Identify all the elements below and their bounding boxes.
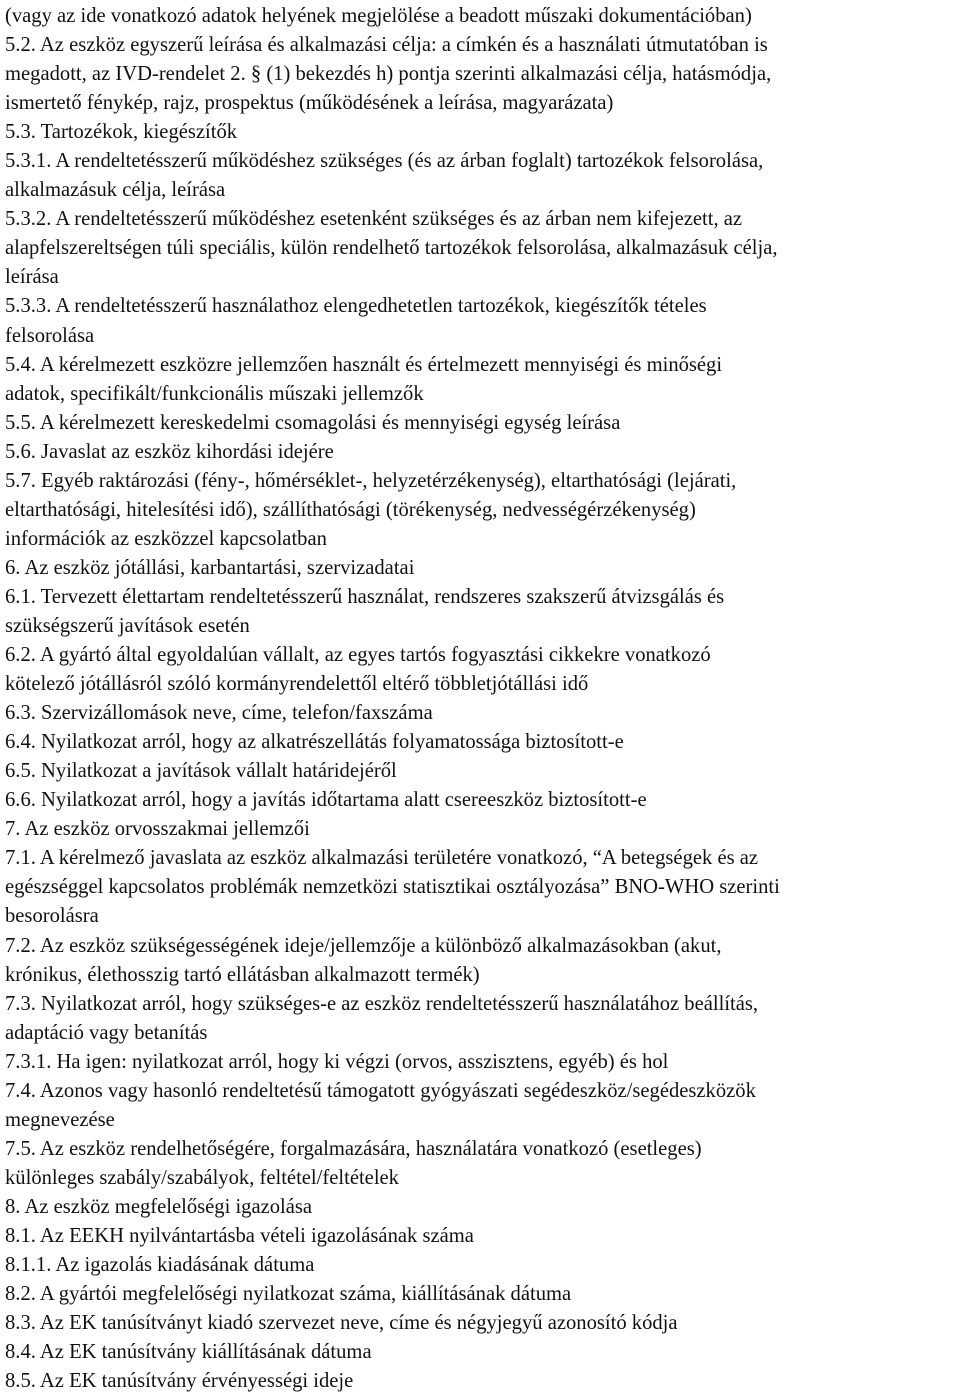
text-line: krónikus, élethosszig tartó ellátásban alkalmazott termék) [5,963,480,986]
text-line: különleges szabály/szabályok, feltétel/feltételek [5,1166,399,1189]
text-line: 7.1. A kérelmező javaslata az eszköz alkalmazási területére vonatkozó, “A betegségek és az [5,847,759,870]
text-line: 5.3.3. A rendeltetésszerű használathoz elengedhetetlen tartozékok, kiegészítők tételes [5,295,707,318]
text-line: egészséggel kapcsolatos problémák nemzetközi statisztikai osztályozása” BNO-WHO szerinti [5,876,780,899]
text-line: 8.2. A gyártói megfelelőségi nyilatkozat száma, kiállításának dátuma [5,1283,572,1306]
text-line: 5.7. Egyéb raktározási (fény-, hőmérséklet-, helyzetérzékenység), eltarthatósági (lejárati, [5,469,737,492]
text-line: besorolásra [5,905,99,928]
text-line: leírása [5,266,59,289]
text-line: 7.5. Az eszköz rendelhetőségére, forgalmazására, használatára vonatkozó (esetleges) [5,1137,702,1160]
text-line: megnevezése [5,1108,115,1131]
document-body [5,2,955,1396]
text-line: ismertető fénykép, rajz, prospektus (működésének a leírása, magyarázata) [5,92,614,115]
text-line: (vagy az ide vonatkozó adatok helyének megjelölése a beadott műszaki dokumentációban) [5,5,752,27]
text-line: 5.2. Az eszköz egyszerű leírása és alkalmazási célja: a címkén és a használati útmutatóban is [5,34,768,57]
text-line: 6.6. Nyilatkozat arról, hogy a javítás időtartama alatt csereeszköz biztosított-e [5,789,647,812]
text-line: 5.3. Tartozékok, kiegészítők [5,121,238,144]
text-line: 8. Az eszköz megfelelőségi igazolása [5,1195,313,1218]
text-line: 8.3. Az EK tanúsítványt kiadó szervezet neve, címe és négyjegyű azonosító kódja [5,1312,678,1335]
text-line: 7.3.1. Ha igen: nyilatkozat arról, hogy ki végzi (orvos, asszisztens, egyéb) és hol [5,1050,669,1073]
text-line: adatok, specifikált/funkcionális műszaki jellemzők [5,382,424,405]
text-line: 6. Az eszköz jótállási, karbantartási, szervizadatai [5,556,415,579]
text-line: 7. Az eszköz orvosszakmai jellemzői [5,818,310,841]
text-line: 6.4. Nyilatkozat arról, hogy az alkatrészellátás folyamatossága biztosított-e [5,731,624,754]
text-line: 8.1. Az EEKH nyilvántartásba vételi igazolásának száma [5,1224,474,1247]
text-line: 6.3. Szervizállomások neve, címe, telefon/faxszáma [5,702,433,725]
text-line: információk az eszközzel kapcsolatban [5,527,327,550]
text-line: alkalmazásuk célja, leírása [5,179,226,202]
text-line: 5.5. A kérelmezett kereskedelmi csomagolási és mennyiségi egység leírása [5,411,621,434]
text-line: 7.4. Azonos vagy hasonló rendeltetésű támogatott gyógyászati segédeszköz/segédeszközök [5,1079,756,1102]
text-line: eltarthatósági, hitelesítési idő), szállíthatósági (törékenység, nedvességérzékenység) [5,498,696,521]
text-line: 5.4. A kérelmezett eszközre jellemzően használt és értelmezett mennyiségi és minőségi [5,353,723,376]
text-line: 7.2. Az eszköz szükségességének ideje/jellemzője a különböző alkalmazásokban (akut, [5,934,722,957]
text-line: kötelező jótállásról szóló kormányrendelettől eltérő többletjótállási idő [5,673,589,696]
text-line: alapfelszereltségen túli speciális, külön rendelhető tartozékok felsorolása, alkalmazásuk célja, [5,237,778,260]
text-line: 6.2. A gyártó által egyoldalúan vállalt, az egyes tartós fogyasztási cikkekre vonatkozó [5,644,711,667]
text-line: 6.1. Tervezett élettartam rendeltetésszerű használat, rendszeres szakszerű átvizsgálás és [5,585,725,608]
text-line: 8.1.1. Az igazolás kiadásának dátuma [5,1254,315,1277]
text-line: adaptáció vagy betanítás [5,1021,208,1044]
text-line: 8.4. Az EK tanúsítvány kiállításának dátuma [5,1341,372,1364]
text-line: megadott, az IVD-rendelet 2. § (1) bekezdés h) pontja szerinti alkalmazási célja, hatásmódja, [5,63,772,86]
text-line: 5.3.1. A rendeltetésszerű működéshez szükséges (és az árban foglalt) tartozékok felsorolása, [5,150,764,173]
text-line: felsorolása [5,324,95,347]
text-line: 7.3. Nyilatkozat arról, hogy szükséges-e az eszköz rendeltetésszerű használatához beállítás, [5,992,759,1015]
text-line: 5.3.2. A rendeltetésszerű működéshez esetenként szükséges és az árban nem kifejezett, az [5,208,743,231]
text-line: 6.5. Nyilatkozat a javítások vállalt határidejéről [5,760,397,783]
text-line: 8.5. Az EK tanúsítvány érvényességi ideje [5,1370,354,1393]
text-line: szükségszerű javítások esetén [5,614,250,637]
text-line: 5.6. Javaslat az eszköz kihordási idejére [5,440,334,463]
